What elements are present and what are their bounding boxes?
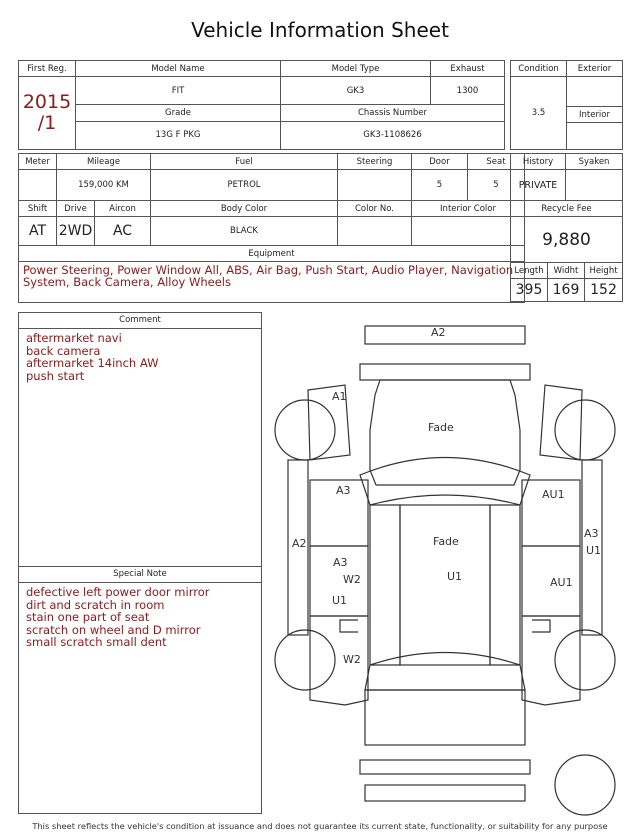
special-note-line: scratch on wheel and D mirror [26,622,201,637]
right-pillar [490,505,520,665]
special-note-line: small scratch small dent [26,635,167,649]
model-name-value: FIT [76,77,281,105]
equipment-label: Equipment [19,246,525,262]
drive-value: 2WD [57,217,95,246]
comment-box [18,312,262,567]
fuel-value: PETROL [151,170,338,201]
exhaust-label: Exhaust [431,61,505,77]
page-title: Vehicle Information Sheet [191,18,449,42]
door-value: 5 [412,170,468,201]
comment-lines [19,329,261,385]
drive-label: Drive [57,201,95,217]
damage-left-rear-door-c: U1 [332,594,348,607]
aircon-label: Aircon [95,201,151,217]
special-note-box [18,566,262,814]
special-note-line: dirt and scratch in room [26,597,165,612]
rear-panel [360,364,530,380]
damage-left-rear-door-a: A3 [333,556,348,569]
exterior-label: Exterior [567,61,623,77]
front-bumper-panel [365,785,525,801]
syaken-label: Syaken [566,154,623,170]
aircon-value: AC [95,217,151,246]
color-no-value [338,217,412,246]
length-value: 395 [511,279,548,302]
syaken-value [566,170,623,201]
damage-right-rear: AU1 [550,576,573,589]
length-label: Length [511,263,548,279]
mileage-label: Mileage [57,154,151,170]
condition-value: 3.5 [511,77,567,150]
left-mirror [340,620,358,632]
seat-value: 5 [468,170,525,201]
damage-left-rear-quarter: W2 [343,653,361,666]
comment-line: aftermarket 14inch AW [26,356,159,370]
front-panel [360,760,530,774]
special-note-line: stain one part of seat [26,610,150,624]
damage-rear-bumper: A2 [431,326,446,339]
wheel-front-left [275,630,335,690]
interior-color-label: Interior Color [412,201,525,217]
damage-left-side: A2 [292,537,307,550]
steering-label: Steering [338,154,412,170]
shift-label: Shift [19,201,57,217]
right-mirror [532,620,550,632]
history-table [510,153,623,302]
damage-left-front-door: A3 [336,484,351,497]
meter-label: Meter [19,154,57,170]
comment-line: push start [26,368,85,383]
exterior-value [567,77,623,107]
first-reg-year: 2015 [22,91,72,113]
left-pillar [370,505,400,665]
height-value: 152 [585,279,623,302]
special-note-label: Special Note [19,567,261,583]
body-color-label: Body Color [151,201,338,217]
height-label: Height [585,263,623,279]
comment-line: aftermarket navi [26,331,122,345]
door-label: Door [412,154,468,170]
comment-line: back camera [26,343,101,358]
first-reg-label: First Reg. [19,61,76,77]
history-label: History [511,154,566,170]
interior-color-value [412,217,525,246]
model-type-label: Model Type [281,61,431,77]
special-note-lines [19,583,261,652]
car-damage-diagram [270,320,620,820]
roof-panel [400,505,490,665]
windshield [365,653,525,691]
meter-value [19,170,57,201]
right-front-fender [522,616,580,705]
first-reg-month: /1 [37,112,57,134]
shift-value: AT [19,217,57,246]
wheel-front-right [555,630,615,690]
mileage-value: 159,000 KM [57,170,151,201]
specs-table [18,153,525,303]
model-table [18,60,505,150]
damage-hood: Fade [428,421,454,434]
history-value: PRIVATE [511,170,566,201]
spare-wheel [555,755,615,815]
grade-value: 13G F PKG [76,121,281,149]
damage-front-left: A1 [332,390,347,403]
width-label: Widht [548,263,585,279]
steering-value [338,170,412,201]
wheel-rear-left [275,400,335,460]
first-reg-value [19,77,76,150]
exhaust-value: 1300 [431,77,505,105]
model-type-value: GK3 [281,77,431,105]
damage-roof: Fade [433,535,459,548]
chassis-value: GK3-1108626 [281,121,505,149]
seat-label: Seat [468,154,525,170]
recycle-fee-value: 9,880 [511,217,623,263]
fuel-label: Fuel [151,154,338,170]
damage-right-front: AU1 [542,488,565,501]
condition-label: Condition [511,61,567,77]
special-note-line: defective left power door mirror [26,585,210,599]
interior-label: Interior [567,107,623,123]
damage-right-side-b: U1 [586,544,602,557]
front-hood [365,690,525,745]
condition-table [510,60,623,150]
damage-left-rear-door-b: W2 [343,573,361,586]
grade-label: Grade [76,105,281,122]
chassis-label: Chassis Number [281,105,505,122]
damage-roof-bottom: U1 [447,570,463,583]
wheel-rear-right [555,400,615,460]
damage-right-side-a: A3 [584,527,599,540]
comment-label: Comment [19,313,261,329]
interior-value [567,123,623,150]
model-name-label: Model Name [76,61,281,77]
body-color-value: BLACK [151,217,338,246]
recycle-fee-label: Recycle Fee [511,201,623,217]
disclaimer-footer: This sheet reflects the vehicle's condition at issuance and does not guarantee its current state, functionality, or suitability for any purpose [32,821,608,831]
color-no-label: Color No. [338,201,412,217]
equipment-value: Power Steering, Power Window All, ABS, Air Bag, Push Start, Audio Player, Navigation System, Back Camera, Alloy Wheels [19,262,525,303]
rear-window [360,458,530,506]
width-value: 169 [548,279,585,302]
